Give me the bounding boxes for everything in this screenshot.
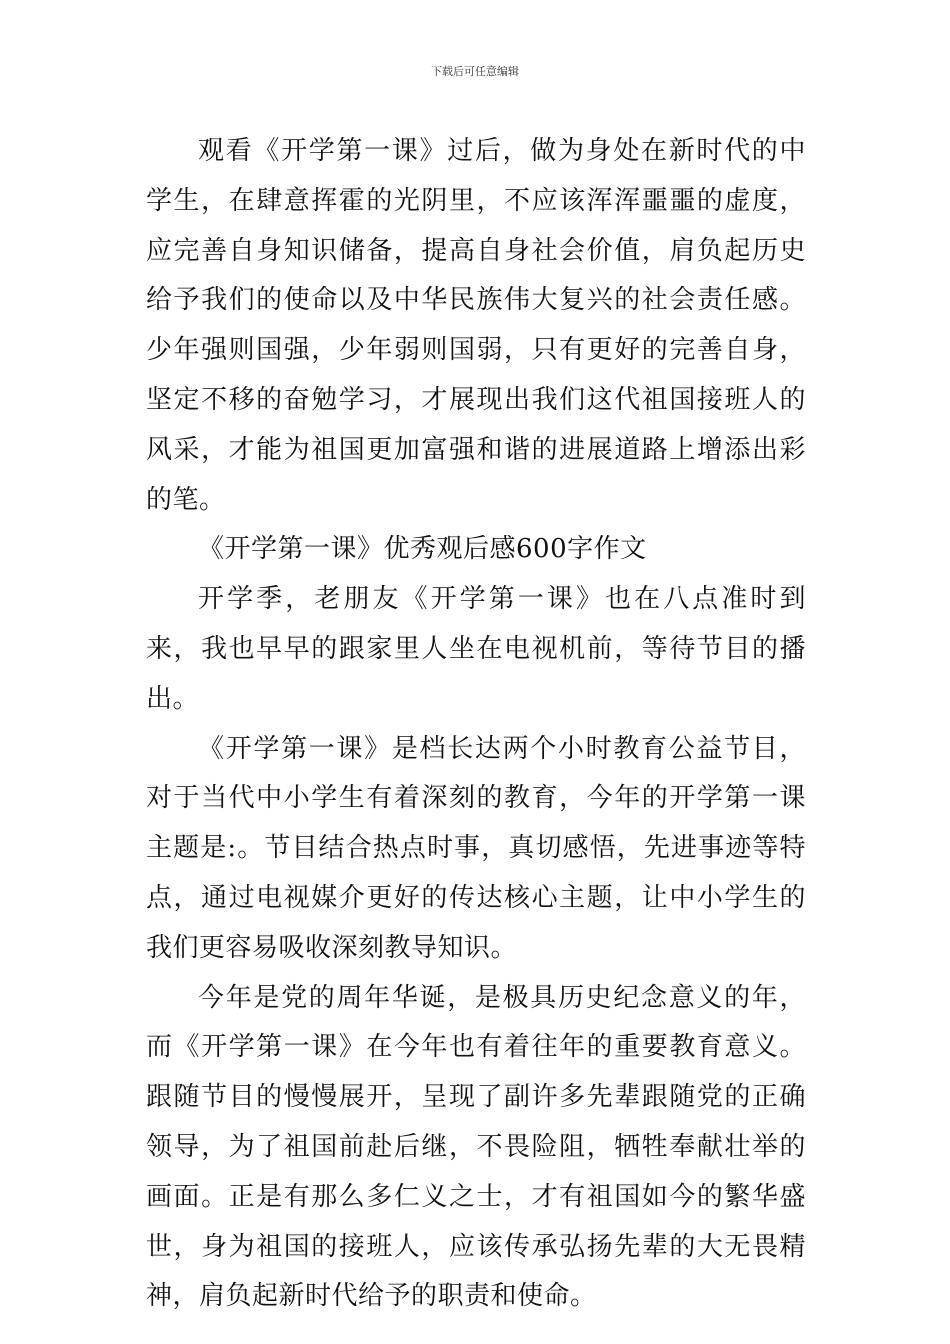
header-note: 下载后可任意编辑	[431, 65, 519, 78]
paragraph-2: 开学季，老朋友《开学第一课》也在八点准时到来，我也早早的跟家里人坐在电视机前，等待节目的播出。	[146, 584, 806, 714]
paragraph-3: 《开学第一课》是档长达两个小时教育公益节目，对于当代中小学生有着深刻的教育，今年的开学第一课主题是:。节目结合热点时事，真切感悟，先进事迹等特点，通过电视媒介更好的传达核心主题，让中小学生的我们更容易吸收深刻教导知识。	[146, 733, 806, 963]
document-body	[146, 127, 806, 1322]
section-heading: 《开学第一课》优秀观后感600字作文	[198, 534, 647, 565]
paragraph-4: 今年是党的周年华诞，是极具历史纪念意义的年，而《开学第一课》在今年也有着往年的重要教育意义。跟随节目的慢慢展开，呈现了副许多先辈跟随党的正确领导，为了祖国前赴后继，不畏险阻，牺牲奉献壮举的画面。正是有那么多仁义之士，才有祖国如今的繁华盛世，身为祖国的接班人，应该传承弘扬先辈的大无畏精神，肩负起新时代给予的职责和使命。	[146, 982, 806, 1312]
paragraph-1: 观看《开学第一课》过后，做为身处在新时代的中学生，在肆意挥霍的光阴里，不应该浑浑噩噩的虚度，应完善自身知识储备，提高自身社会价值，肩负起历史给予我们的使命以及中华民族伟大复兴的社会责任感。少年强则国强，少年弱则国弱，只有更好的完善自身，坚定不移的奋勉学习，才展现出我们这代祖国接班人的风采，才能为祖国更加富强和谐的进展道路上增添出彩的笔。	[146, 136, 806, 515]
